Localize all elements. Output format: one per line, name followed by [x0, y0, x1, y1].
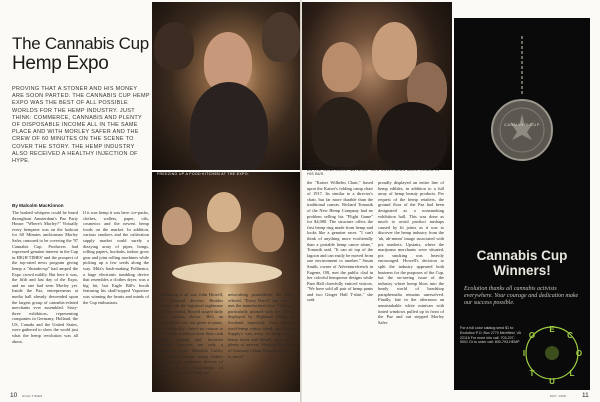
- title-line-2: Hemp Expo: [12, 53, 109, 74]
- page-number-left: 10: [10, 392, 18, 399]
- folio-label-right: MAY 1998: [550, 394, 567, 398]
- ecolution-logo-icon: [518, 318, 586, 388]
- svg-text:I: I: [522, 349, 526, 358]
- ad-tagline: Ecolution thanks all cannabis activists everywhere. Your courage and dedication make our success possible.: [464, 286, 579, 307]
- article-column-6: proudly displayed an entire line of hemp edibles, in addition to a full array of hemp beauty products. Per request of the hemp retailers, the ground floor of the Paz had been designated as a nonsmoking exhibition hall. This was done as much to avoid product mishaps caused by lit joints as it was to discover the hemp industry from the 'uh, uh-mmm' image associated with pot smokers. Upstairs, where the marijuana merchants were situated, pot smoking was heavily encouraged. Howell's decision to split the industry appeared both business for the purposes of the Cup, but the on-seeing issue of the industry where hemp blurs into the heady world of headshop paraphernalia remains unresolved. Finally, late in the afternoon an unmistakable white minivan with tinted windows pulled up in front of the Paz and out stepped Morley Safer.: [378, 180, 444, 325]
- page-gutter: [300, 0, 302, 402]
- svg-text:O: O: [575, 349, 583, 358]
- photo-crowd-booth: [302, 2, 452, 170]
- svg-text:E: E: [549, 325, 555, 334]
- medal-text: CANNABIS CUP: [503, 122, 540, 127]
- photo-caption-left: FREEZING UP A FOOD KITCHEN AT THE EXPO.: [157, 172, 250, 176]
- svg-text:L: L: [569, 369, 575, 378]
- svg-text:T: T: [529, 369, 535, 378]
- page-number-right: 11: [582, 392, 589, 399]
- article-title: [12, 34, 150, 74]
- cannabis-cup-medal-icon: [490, 36, 554, 166]
- svg-text:O: O: [528, 331, 536, 340]
- photo-caption-right: MORLEY SAFER COVERED BUSINESS AT THE STARTERS TO CONVENTION FOR 60 MINUTES; MAYBE WE'LL SEE ON TV. WORDS AS THE SEND MORE 'NATURAL' MEN NOWS BEAN MARE HENED IN HIS BUS.: [307, 160, 440, 176]
- article-column-4: networking possibilities the Expo offered. "Every Dutch" she said. "I met the manufacturer here." She was particularly pleased with the fabrics displayed by Highland Hemp of Scotland especially their sample wool-hemp cotton blend, and Hemp Supply's vast array of hemp yarns, hemp twine and blends, plus found plenty of interest. Matthias Brockers of Germany's Hanf Haus was pleased to unveil: [228, 292, 294, 359]
- article-dek: PROVING THAT A STONER AND HIS MONEY ARE SOON PARTED. THE CANNABIS CUP HEMP EXPO WAS THE BEST OF ALL POSSIBLE WORLDS FOR THE HEMP INDUSTRY. JUST THINK: COMMERCE, CANNABIS AND PLENTY OF DISPOSABLE INCOME ALL IN THE SAME PLACE AND WITH MORLEY SAFER AND THE CREW OF 60 MINUTES ON THE SCENE TO COVER THE STORY. THE HEMP INDUSTRY ALSO RECEIVED A HEALTHY INJECTION OF HYPE.: [12, 86, 150, 165]
- title-line-1: The Cannabis Cup: [12, 34, 149, 53]
- article-column-5: the "Kaiser Wilhelm Chair," based upon the Kaiser's folding camp chair of 1917. Its similar to a director's chair, but far more durable than the traditional canvas. Richard Tomasik of the New Hemp Company had no problem selling his "Flight Game" for $4,000. The structure offers the first hemp ring made from hemp and looks like a genuine racer. "I can't think of anything more ecofriendly than a portable hemp canoe alone," Tomasik said. "It can sit top of the lagoon and can easily be moved from one environment to another." Susan Smith, owner of Adventurefrench in Eugene, OR, met the public clad in her colorful hempwear designs while Pam Hall cheerfully enticed visitors. "We have sold all pair of hemp pants and two Ginger Hall T-shirt," she said.: [307, 180, 373, 303]
- photo-crowd-man-in-suit: [152, 2, 302, 170]
- ad-headline: Cannabis Cup Winners!: [476, 248, 568, 278]
- folio-label-left: HIGH TIMES: [22, 394, 43, 398]
- article-column-1: The hushed whispers could be heard throughout Amsterdam's Paz Party House: "Where's Morley?" Virtually every hempster was on the lookout for 60 Minutes anchorman Morley Safer, rumored to be covering the '97 Cannabis Cup. Producers had expressed genuine interest in the Cup in HIGH TIMES' and the prospect of the top-rated news program giving hemp a "thumbs-up" had amped the Expo crowd mildly. But here it was, the fifth and last day of the Expo, and no one had seen Morley yet. Inside the Paz, entrepreneurs at media hall already descended upon the largest group of cannabis-related merchants ever assembled. Sixty-three exhibitors, representing companies in Germany, Holland, the US, Canada and the United States, were gathered to show the world just what the hemp revolution was all about.: [12, 210, 78, 344]
- article-column-2: If it was hemp it was here: ice-packs, clothes, wallets, paper, oils, cosmetics and the newest hemp foods on the market. In addition, various smokers and the cultivation supply market could surely a dizzying array of pipes, bongs, rolling papers, hookahs, indoor grow gear and joint rolling machines while picking up a few seeds along the way. Mila's hash-making Pollinator, a large electronic tumbling device that resembles a clothes dryer, was a big hit, but Eagle Bill's booth featuring his skull-topped Vaporizer was winning the hearts and minds of the Cup enthusiasts.: [83, 210, 149, 305]
- svg-text:C: C: [567, 331, 573, 340]
- article-column-3: Dominating it all was John Howell, HT's editorial director. Besides dealing with the logistical nightmare the Expo posed, Howell staged daily hemp fashion shows. He's an irreplaceable sort, not given to panic, but realistically, there's no reason to panic when exhibitors hear their cash register ringing and lucrative business contracts are only a handshake away. Meredith Cutler, who designs unique hemp clothes and exquisite swimmer dresses of hemp silk for Chautauqua of Toronto, was thrilled with the: [157, 292, 223, 376]
- ad-contact-info: For a full color catalog send $1 to: Ecolution P.O. Box 2770 Merrifield, VA 22116 For more info call: 703-207-9001 Or to order call: 800-793-HEMP: [460, 326, 521, 345]
- svg-text:U: U: [549, 377, 555, 386]
- ecolution-advertisement: [454, 18, 590, 390]
- article-byline: By Malcolm MacKinnon: [12, 203, 64, 208]
